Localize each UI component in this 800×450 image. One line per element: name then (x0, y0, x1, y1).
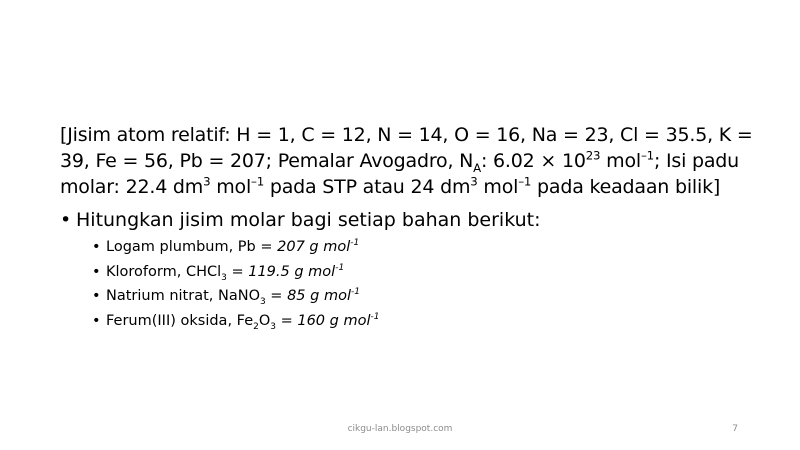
compound-list (92, 238, 732, 336)
bullet-icon: • (60, 209, 72, 231)
superscript: 3 (470, 174, 478, 189)
item-answer: 160 g mol (297, 312, 371, 329)
superscript: -1 (370, 311, 380, 322)
list-item-iron-oxide (92, 312, 732, 330)
superscript: -1 (335, 262, 345, 273)
item-text: Ferum(III) oksida, Fe (106, 312, 254, 329)
item-answer: 85 g mol (287, 288, 351, 305)
note-text: pada keadaan bilik] (531, 176, 721, 198)
item-answer: 119.5 g mol (248, 263, 336, 280)
item-text: Natrium nitrat, NaNO (106, 288, 260, 305)
superscript: -1 (350, 238, 360, 249)
bullet-icon: • (92, 312, 101, 329)
item-text: O (258, 312, 271, 329)
note-line-2 (60, 148, 760, 174)
item-text: = (275, 312, 298, 329)
bullet-icon: • (92, 288, 101, 305)
superscript: -1 (350, 287, 360, 298)
subscript: 3 (270, 321, 276, 332)
main-bullet (60, 208, 760, 232)
note-text: pada STP atau 24 dm (264, 176, 471, 198)
note-text: mol (600, 150, 641, 172)
note-text: mol (210, 176, 252, 198)
superscript: –1 (251, 174, 265, 189)
relative-atomic-mass-note (60, 122, 760, 200)
item-text: = (226, 263, 249, 280)
list-item-chloroform (92, 263, 732, 281)
superscript: 3 (203, 174, 211, 189)
subscript: A (473, 160, 481, 175)
note-line-1: [Jisim atom relatif: H = 1, C = 12, N = 14, O = 16, Na = 23, Cl = 35.5, K = (60, 124, 753, 146)
list-item-lead (92, 238, 732, 256)
note-text: mol (477, 176, 519, 198)
item-text: = (265, 288, 288, 305)
bullet-icon: • (92, 263, 101, 280)
subscript: 3 (259, 297, 266, 308)
main-bullet-text: Hitungkan jisim molar bagi setiap bahan berikut: (76, 209, 541, 231)
superscript: –1 (640, 148, 654, 163)
note-text: molar: 22.4 dm (60, 176, 204, 198)
list-item-sodium-nitrate (92, 287, 732, 308)
item-text: Logam plumbum, Pb = (106, 239, 278, 255)
subscript: 3 (221, 272, 227, 283)
slide-number: 7 (732, 424, 738, 434)
subscript: 2 (253, 321, 259, 332)
item-answer: 207 g mol (277, 239, 351, 255)
note-line-3 (60, 174, 760, 200)
superscript: 23 (585, 148, 601, 163)
item-text: Kloroform, CHCl (106, 263, 222, 280)
note-text: : 6.02 × 10 (481, 150, 586, 172)
note-text: 39, Fe = 56, Pb = 207; Pemalar Avogadro, N (60, 150, 474, 172)
footer-source: cikgu-lan.blogspot.com (347, 424, 453, 434)
superscript: –1 (518, 174, 532, 189)
bullet-icon: • (92, 239, 101, 255)
note-text: ; Isi padu (653, 150, 740, 172)
